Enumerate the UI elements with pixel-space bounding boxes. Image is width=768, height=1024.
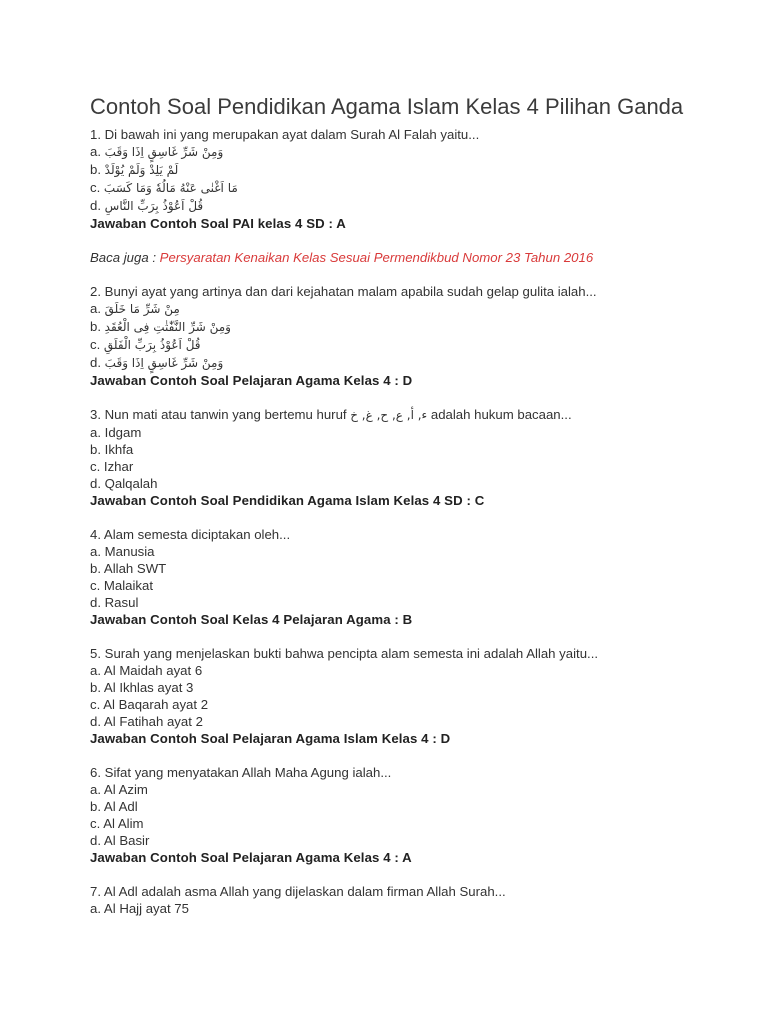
question-4-text: 4. Alam semesta diciptakan oleh... (90, 527, 291, 542)
question-5-text: 5. Surah yang menjelaskan bukti bahwa pencipta alam semesta ini adalah Allah yaitu... (90, 646, 599, 661)
question-7-text: 7. Al Adl adalah asma Allah yang dijelaskan dalam firman Allah Surah... (90, 884, 506, 899)
question-2-option-a: a. مِنْ شَرِّ مَا خَلَقَ (90, 301, 180, 316)
question-2-answer: Jawaban Contoh Soal Pelajaran Agama Kelas 4 : D (90, 373, 413, 388)
question-2-option-d: d. وَمِنْ شَرِّ غَاسِقٍ اِذَا وَقَبَ (90, 355, 224, 370)
question-6-answer: Jawaban Contoh Soal Pelajaran Agama Kelas 4 : A (90, 850, 412, 865)
question-2-option-c: c. قُلْ اَعُوْذُ بِرَبِّ الْفَلَقِ (90, 337, 201, 352)
arabic-verse: وَمِنْ شَرِّ النَّفّٰثٰتِ فِى الْعُقَدِ (104, 320, 231, 334)
question-6-option-a: a. Al Azim (90, 782, 148, 797)
question-4-option-a: a. Manusia (90, 544, 155, 559)
question-4-option-c: c. Malaikat (90, 578, 154, 593)
question-1-option-d: d. قُلْ اَعُوْذُ بِرَبِّ النَّاسِ (90, 198, 204, 213)
arabic-letters: ء, ﺃ, ﻉ, ﺡ, ﻍ, ﺥ (350, 408, 428, 422)
question-3-text: 3. Nun mati atau tanwin yang bertemu huruf ء, ﺃ, ﻉ, ﺡ, ﻍ, ﺥ adalah hukum bacaan... (90, 407, 572, 422)
arabic-verse: مَا اَغْنٰى عَنْهُ مَالُهٗ وَمَا كَسَبَ (103, 181, 238, 195)
question-6-option-c: c. Al Alim (90, 816, 144, 831)
question-4-answer: Jawaban Contoh Soal Kelas 4 Pelajaran Agama : B (90, 612, 413, 627)
question-4-option-b: b. Allah SWT (90, 561, 167, 576)
related-article-link[interactable]: Persyaratan Kenaikan Kelas Sesuai Permendikbud Nomor 23 Tahun 2016 (159, 250, 594, 265)
question-5-answer: Jawaban Contoh Soal Pelajaran Agama Islam Kelas 4 : D (90, 731, 451, 746)
question-5-option-c: c. Al Baqarah ayat 2 (90, 697, 209, 712)
related-link-row (90, 249, 690, 266)
question-5-option-a: a. Al Maidah ayat 6 (90, 663, 203, 678)
article-content (90, 92, 690, 917)
related-link-label: Baca juga : (90, 250, 160, 265)
question-4-option-d: d. Rasul (90, 595, 139, 610)
question-3-answer: Jawaban Contoh Soal Pendidikan Agama Islam Kelas 4 SD : C (90, 493, 485, 508)
question-3-option-d: d. Qalqalah (90, 476, 158, 491)
question-3-option-b: b. Ikhfa (90, 442, 134, 457)
question-6-option-b: b. Al Adl (90, 799, 138, 814)
arabic-verse: قُلْ اَعُوْذُ بِرَبِّ النَّاسِ (104, 199, 204, 213)
question-5-option-b: b. Al Ikhlas ayat 3 (90, 680, 194, 695)
page-title: Contoh Soal Pendidikan Agama Islam Kelas 4 Pilihan Ganda (90, 94, 684, 119)
question-6-option-d: d. Al Basir (90, 833, 150, 848)
question-5-option-d: d. Al Fatihah ayat 2 (90, 714, 203, 729)
arabic-verse: وَمِنْ شَرِّ غَاسِقٍ اِذَا وَقَبَ (104, 145, 224, 159)
question-1-text: 1. Di bawah ini yang merupakan ayat dalam Surah Al Falah yaitu... (90, 127, 480, 142)
question-7-option-a: a. Al Hajj ayat 75 (90, 901, 189, 916)
question-2-option-b: b. وَمِنْ شَرِّ النَّفّٰثٰتِ فِى الْعُقَدِ (90, 319, 231, 334)
question-1-option-c: c. مَا اَغْنٰى عَنْهُ مَالُهٗ وَمَا كَسَبَ (90, 180, 238, 195)
question-2-text: 2. Bunyi ayat yang artinya dan dari kejahatan malam apabila sudah gelap gulita ialah... (90, 284, 597, 299)
question-1-option-b: b. لَمْ يَلِدْ وَلَمْ يُوْلَدْ (90, 162, 179, 177)
question-6-text: 6. Sifat yang menyatakan Allah Maha Agung ialah... (90, 765, 392, 780)
question-3-option-a: a. Idgam (90, 425, 142, 440)
arabic-verse: مِنْ شَرِّ مَا خَلَقَ (104, 302, 180, 316)
arabic-verse: لَمْ يَلِدْ وَلَمْ يُوْلَدْ (104, 163, 179, 177)
question-3-option-c: c. Izhar (90, 459, 134, 474)
arabic-verse: وَمِنْ شَرِّ غَاسِقٍ اِذَا وَقَبَ (104, 356, 224, 370)
arabic-verse: قُلْ اَعُوْذُ بِرَبِّ الْفَلَقِ (103, 338, 201, 352)
question-1-answer: Jawaban Contoh Soal PAI kelas 4 SD : A (90, 216, 346, 231)
question-1-option-a: a. وَمِنْ شَرِّ غَاسِقٍ اِذَا وَقَبَ (90, 144, 224, 159)
